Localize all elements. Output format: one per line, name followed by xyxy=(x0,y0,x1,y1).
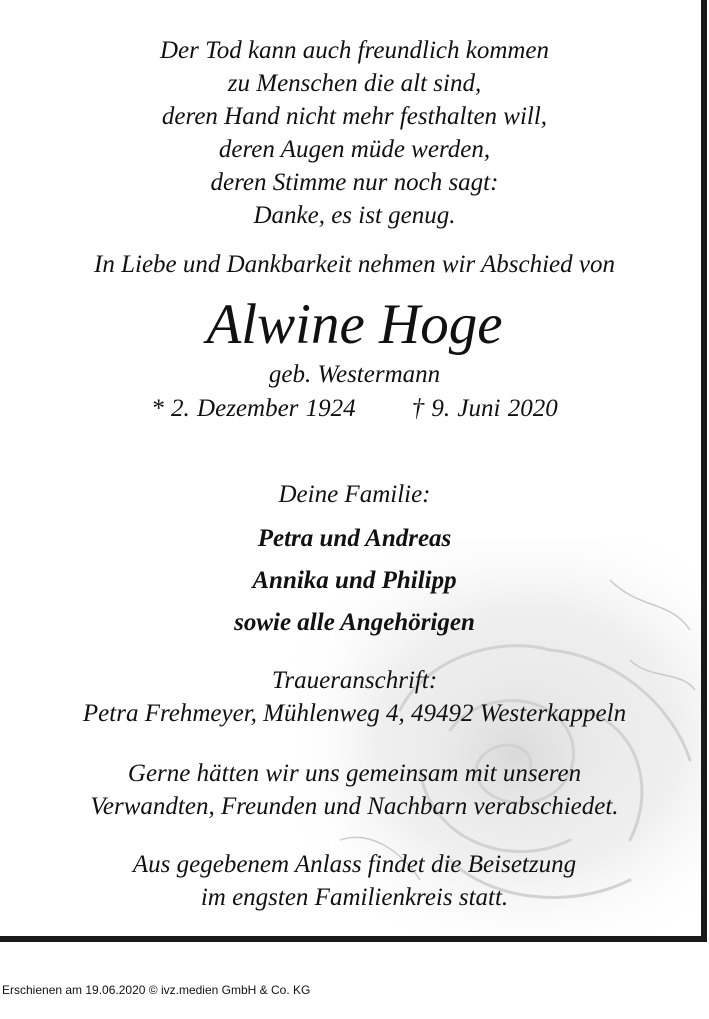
burial-line: im engsten Familienkreis statt. xyxy=(200,884,509,911)
family-members xyxy=(0,518,707,644)
family-member: sowie alle Angehörigen xyxy=(234,609,475,636)
publication-footer: Erschienen am 19.06.2020 © ivz.medien GmbH & Co. KG xyxy=(2,983,311,997)
burial-line: Aus gegebenem Anlass findet die Beisetzung xyxy=(132,851,577,878)
poem-line: Danke, es ist genug. xyxy=(253,202,456,229)
poem-line: zu Menschen die alt sind, xyxy=(227,70,482,97)
life-dates xyxy=(0,392,707,425)
remark-line: Verwandten, Freunden und Nachbarn verabschiedet. xyxy=(90,793,619,820)
address-label: Traueranschrift: xyxy=(271,667,438,694)
deceased-name: Alwine Hoge xyxy=(206,293,503,356)
maiden-name: geb. Westermann xyxy=(268,361,441,388)
family-member: Petra und Andreas xyxy=(257,525,452,552)
family-label: Deine Familie: xyxy=(278,481,431,508)
poem-line: deren Augen müde werden, xyxy=(218,136,491,163)
poem xyxy=(0,34,707,232)
poem-line: deren Hand nicht mehr festhalten will, xyxy=(161,103,548,130)
poem-line: Der Tod kann auch freundlich kommen xyxy=(159,37,550,64)
poem-line: deren Stimme nur noch sagt: xyxy=(210,169,499,196)
family-member: Annika und Philipp xyxy=(252,567,457,594)
remark-line: Gerne hätten wir uns gemeinsam mit unseren xyxy=(127,760,582,787)
farewell-remark xyxy=(0,757,707,823)
mourning-address: Petra Frehmeyer, Mühlenweg 4, 49492 Westerkappeln xyxy=(82,700,627,727)
birth-date: * 2. Dezember 1924 xyxy=(151,395,356,422)
burial-note xyxy=(0,848,707,914)
farewell-intro: In Liebe und Dankbarkeit nehmen wir Abschied von xyxy=(94,251,615,278)
death-date: † 9. Juni 2020 xyxy=(411,395,558,422)
